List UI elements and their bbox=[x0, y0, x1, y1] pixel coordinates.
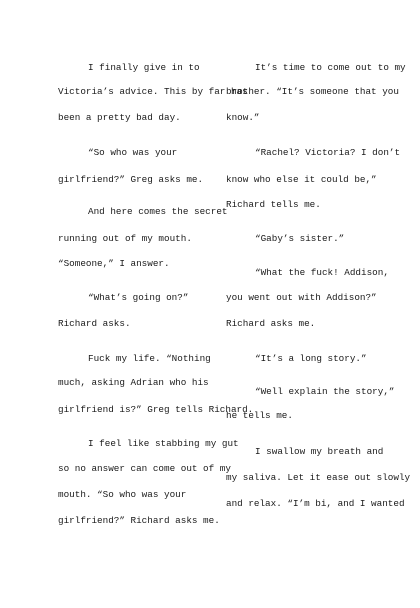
right-line-1: It’s time to come out to my bbox=[255, 62, 406, 73]
right-line-9: you went out with Addison?” bbox=[226, 292, 377, 303]
left-line-7: running out of my mouth. bbox=[58, 233, 192, 244]
right-line-4: “Rachel? Victoria? I don’t bbox=[255, 147, 401, 158]
right-line-14: I swallow my breath and bbox=[255, 446, 384, 457]
left-line-5: girlfriend?” Greg asks me. bbox=[58, 174, 204, 185]
left-line-1: I finally give in to bbox=[88, 62, 200, 73]
left-line-12: much, asking Adrian who his bbox=[58, 377, 209, 388]
left-line-14: I feel like stabbing my gut bbox=[88, 438, 239, 449]
right-line-6: Richard tells me. bbox=[226, 199, 321, 210]
right-line-5: know who else it could be,” bbox=[226, 174, 377, 185]
left-line-13: girlfriend is?” Greg tells Richard. bbox=[58, 404, 254, 415]
right-line-13: he tells me. bbox=[226, 410, 293, 421]
right-line-7: “Gaby’s sister.” bbox=[255, 233, 345, 244]
right-line-11: “It’s a long story.” bbox=[255, 353, 367, 364]
right-line-3: know.” bbox=[226, 112, 260, 123]
left-line-4: “So who was your bbox=[88, 147, 178, 158]
left-line-16: mouth. “So who was your bbox=[58, 489, 187, 500]
left-line-9: “What’s going on?” bbox=[88, 292, 189, 303]
left-line-10: Richard asks. bbox=[58, 318, 131, 329]
right-line-12: “Well explain the story,” bbox=[255, 386, 395, 397]
right-line-8: “What the fuck! Addison, bbox=[255, 267, 389, 278]
right-line-10: Richard asks me. bbox=[226, 318, 316, 329]
right-line-2: brother. “It’s someone that you bbox=[226, 86, 399, 97]
left-line-15: so no answer can come out of my bbox=[58, 463, 231, 474]
left-line-2: Victoria’s advice. This by far has bbox=[58, 86, 248, 97]
left-line-8: “Someone,” I answer. bbox=[58, 258, 170, 269]
left-line-11: Fuck my life. “Nothing bbox=[88, 353, 211, 364]
right-line-16: and relax. “I’m bi, and I wanted bbox=[226, 498, 405, 509]
right-line-15: my saliva. Let it ease out slowly bbox=[226, 472, 411, 483]
left-line-6: And here comes the secret bbox=[88, 206, 228, 217]
left-line-17: girlfriend?” Richard asks me. bbox=[58, 515, 220, 526]
left-line-3: been a pretty bad day. bbox=[58, 112, 181, 123]
